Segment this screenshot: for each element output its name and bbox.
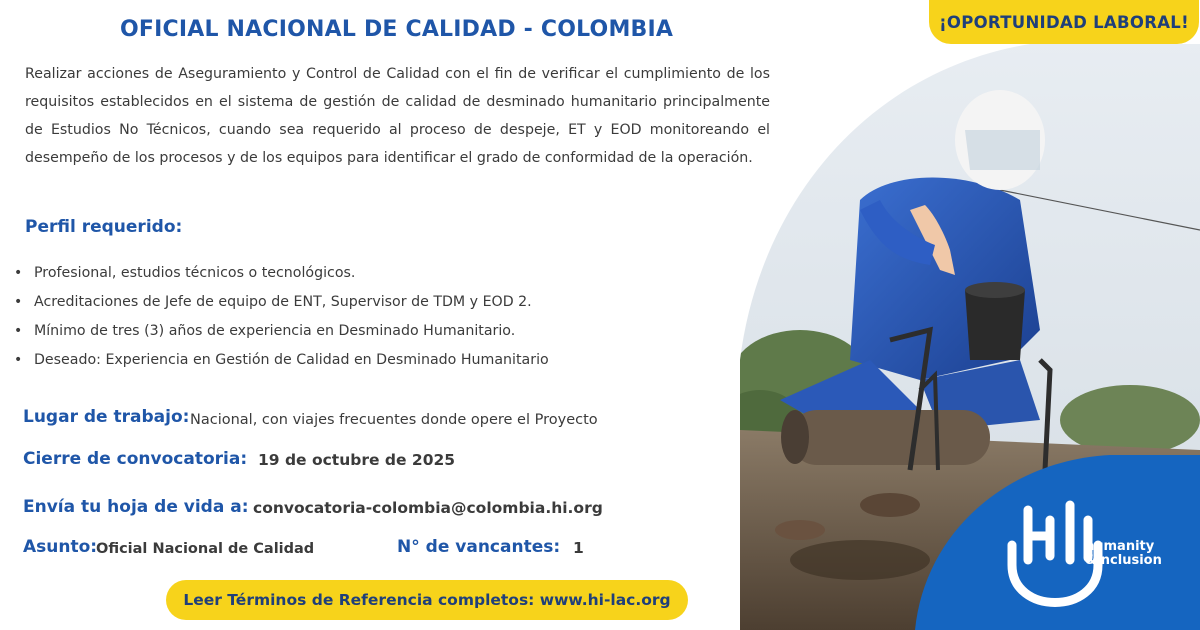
requirement-item: • Deseado: Experiencia en Gestión de Calidad en Desminado Humanitario	[14, 346, 549, 375]
closing-value-wrap	[258, 450, 455, 469]
location-label: Lugar de trabajo:	[23, 407, 190, 427]
closing-row	[23, 449, 247, 469]
email-value-wrap	[253, 498, 603, 517]
vacancies-row	[397, 537, 560, 557]
subject-row	[23, 537, 97, 557]
vacancies-value-wrap	[573, 538, 584, 557]
email-row	[23, 497, 249, 517]
email-label: Envía tu hoja de vida a:	[23, 497, 249, 517]
job-description: Realizar acciones de Aseguramiento y Control de Calidad con el fin de verificar el cumplimiento de los requisitos establecidos en el sistema de gestión de calidad de desminado humanitario principalmente de Estudios No Técnicos, cuando sea requerido al proceso de despeje, ET y EOD monitoreando el desempeño de los procesos y de los equipos para identificar el grado de conformidad de la operación.	[25, 66, 770, 166]
job-opportunity-badge: ¡OPORTUNIDAD LABORAL!	[929, 0, 1199, 44]
logo-wordmark	[1085, 540, 1162, 568]
vacancies-value: 1	[573, 539, 584, 557]
subject-value-wrap	[96, 538, 314, 557]
closing-date: 19 de octubre de 2025	[258, 451, 456, 469]
page-title: OFICIAL NACIONAL DE CALIDAD - COLOMBIA	[120, 17, 674, 42]
location-value-wrap	[190, 409, 598, 428]
requirement-item: • Acreditaciones de Jefe de equipo de ENT, Supervisor de TDM y EOD 2.	[14, 288, 549, 317]
location-row	[23, 407, 189, 427]
deminer-photo	[740, 0, 1200, 630]
subject-label: Asunto:	[23, 537, 98, 557]
logo-line-2: &inclusion	[1085, 553, 1162, 568]
vacancies-label: N° de vancantes:	[397, 537, 561, 557]
terms-link-button[interactable]: Leer Términos de Referencia completos: www.hi-lac.org	[166, 580, 688, 620]
requirement-item: • Mínimo de tres (3) años de experiencia en Desminado Humanitario.	[14, 317, 549, 346]
subject-value: Oficial Nacional de Calidad	[96, 541, 315, 557]
profile-heading: Perfil requerido:	[25, 217, 183, 237]
requirements-list	[14, 259, 549, 375]
requirement-item: • Profesional, estudios técnicos o tecnológicos.	[14, 259, 549, 288]
email-link[interactable]: convocatoria-colombia@colombia.hi.org	[253, 499, 603, 517]
closing-label: Cierre de convocatoria:	[23, 449, 248, 469]
location-value: Nacional, con viajes frecuentes donde opere el Proyecto	[190, 412, 598, 428]
logo-line-1: humanity	[1085, 539, 1155, 554]
